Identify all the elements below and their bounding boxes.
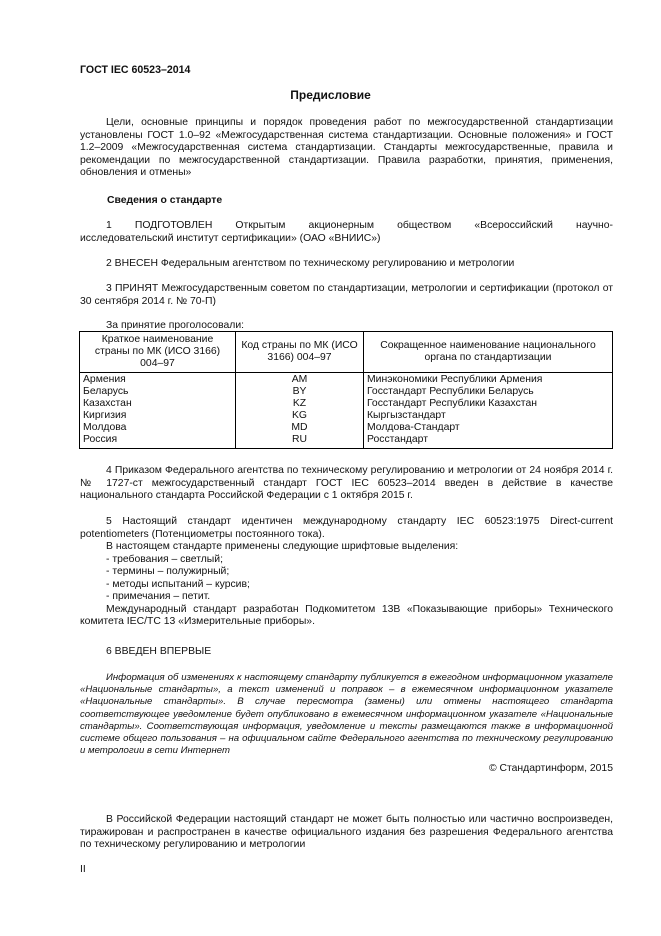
cell-body: Росстандарт — [364, 434, 613, 449]
about-standard-heading: Сведения о стандарте — [107, 195, 223, 206]
table-row — [80, 422, 613, 434]
font-list-item: - методы испытаний – курсив; — [106, 578, 250, 590]
table-row — [80, 434, 613, 449]
rights-notice: В Российской Федерации настоящий стандарт не может быть полностью или частично воспроизведен, тиражирован и распространен в качестве официального издания без разрешения Федерального агентства по техническому регулированию и метрологии — [80, 814, 613, 850]
fonts-intro: В настоящем стандарте применены следующие шрифтовые выделения: — [106, 541, 459, 552]
cell-country: Киргизия — [80, 410, 236, 422]
cell-country: Казахстан — [80, 398, 236, 410]
developed-by: Международный стандарт разработан Подкомитетом 13В «Показывающие приборы» Технического комитета IEC/TC 13 «Измерительные приборы». — [80, 603, 613, 627]
item-4-order: 4 Приказом Федерального агентства по техническому регулированию и метрологии от 24 ноября 2014 г. № 1727-ст межгосударственный стандарт ГОСТ IEC 60523–2014 введен в действие в качестве национального стандарта Российской Федерации с 1 октября 2015 г. — [80, 465, 613, 501]
cell-country: Россия — [80, 434, 236, 449]
table-row — [80, 373, 613, 387]
voting-countries-table — [79, 331, 613, 449]
table-row — [80, 398, 613, 410]
cell-body: Кыргызстандарт — [364, 410, 613, 422]
cell-body: Госстандарт Республики Казахстан — [364, 398, 613, 410]
info-note: Информация об изменениях к настоящему стандарту публикуется в ежегодном информационном указателе «Национальные стандарты», а текст изменений и поправок – в ежемесячном информационном указателе «Национальные стандарты». В случае пересмотра (замены) или отмены настоящего стандарта соответствующее уведомление будет опубликовано в ежемесячном информационном указателе «Национальные стандарты». Соответствующая информация, уведомление и тексты размещаются также в информационной системе общего пользования – на официальном сайте Федерального агентства по техническому регулированию и метрологии в сети Интернет — [80, 672, 613, 757]
cell-code: KG — [236, 410, 364, 422]
cell-country: Молдова — [80, 422, 236, 434]
item-6-first-introduced: 6 ВВЕДЕН ВПЕРВЫЕ — [106, 646, 212, 657]
table-row — [80, 386, 613, 398]
item-1-prepared — [80, 220, 613, 245]
font-list-item: - термины – полужирный; — [106, 566, 230, 577]
font-list-item: - примечания – петит. — [106, 591, 211, 602]
cell-body: Госстандарт Республики Беларусь — [364, 386, 613, 398]
cell-country: Беларусь — [80, 386, 236, 398]
item-5-block — [80, 516, 613, 629]
intro-paragraph: Цели, основные принципы и порядок проведения работ по межгосударственной стандартизации установлены ГОСТ 1.0–92 «Межгосударственная система стандартизации. Основные положения» и ГОСТ 1.2–2009 «Межгосударственная система стандартизации. Стандарты межгосударственные, правила и рекомендации по межгосударственной стандартизации. Правила разработки, принятия, применения, обновления и отмены» — [80, 117, 613, 178]
cell-code: BY — [236, 386, 364, 398]
item-5-identical: 5 Настоящий стандарт идентичен международному стандарту IEC 60523:1975 Direct-current potentiometers (Потенциометры постоянного тока). — [80, 516, 613, 540]
voted-label: За принятие проголосовали: — [106, 320, 245, 331]
item-3-adopted: 3 ПРИНЯТ Межгосударственным советом по стандартизации, метрологии и сертификации (протокол от 30 сентября 2014 г. № 70-П) — [80, 283, 613, 307]
document-code: ГОСТ IEC 60523–2014 — [80, 64, 191, 76]
cell-code: AM — [236, 373, 364, 387]
column-header-body: Сокращенное наименование национального органа по стандартизации — [364, 332, 613, 373]
column-header-code: Код страны по МК (ИСО 3166) 004–97 — [236, 332, 364, 373]
cell-code: MD — [236, 422, 364, 434]
item-2-introduced: 2 ВНЕСЕН Федеральным агентством по техническому регулированию и метрологии — [106, 258, 515, 269]
item-1-line-2: исследовательский институт сертификации» (ОАО «ВНИИС») — [80, 232, 381, 244]
table-row — [80, 410, 613, 422]
page-number: II — [80, 864, 86, 875]
cell-code: KZ — [236, 398, 364, 410]
item-1-line-1: 1 ПОДГОТОВЛЕН Открытым акционерным обществом «Всероссийский научно- — [106, 220, 613, 231]
font-list-item: - требования – светлый; — [106, 553, 223, 565]
copyright: © Стандартинформ, 2015 — [488, 763, 613, 774]
cell-body: Минэкономики Республики Армения — [364, 373, 613, 387]
column-header-country: Краткое наименование страны по МК (ИСО 3166) 004–97 — [80, 332, 236, 373]
table-header-row — [80, 332, 613, 373]
cell-code: RU — [236, 434, 364, 449]
cell-body: Молдова-Стандарт — [364, 422, 613, 434]
cell-country: Армения — [80, 373, 236, 387]
page-title: Предисловие — [290, 88, 371, 102]
